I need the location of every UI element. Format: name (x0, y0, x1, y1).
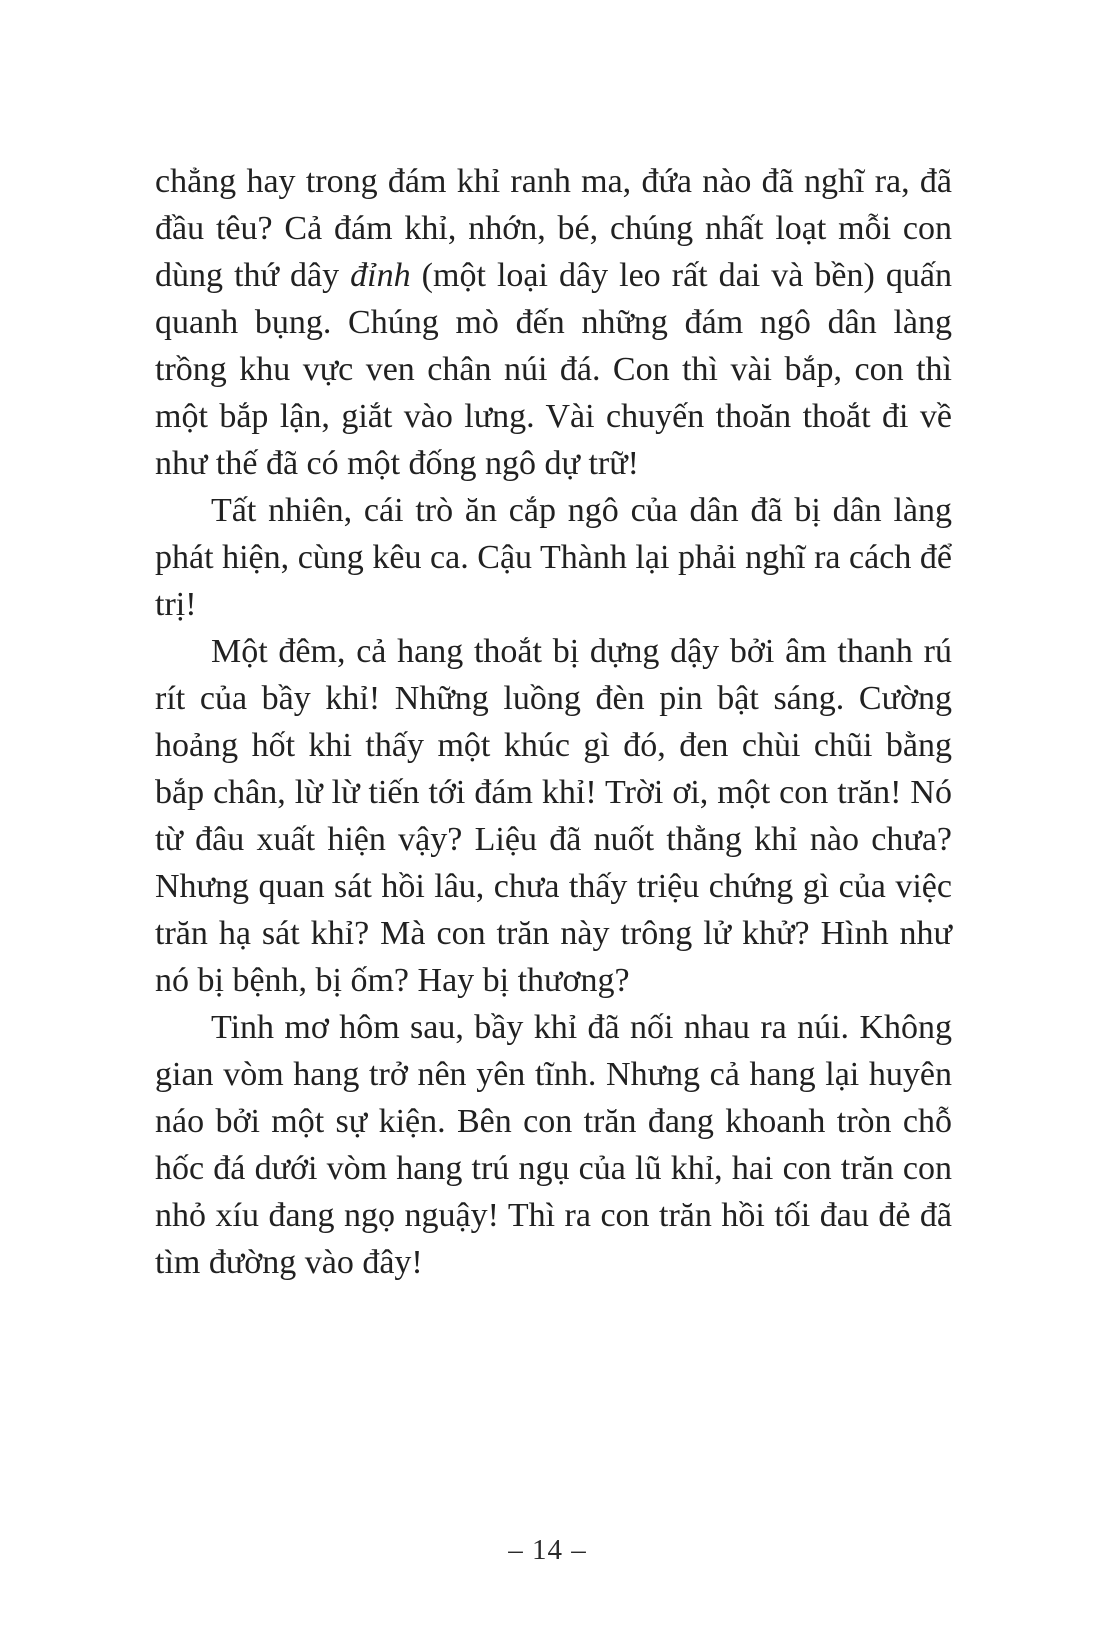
paragraph (155, 158, 952, 487)
text-run: Một đêm, cả hang thoắt bị dựng dậy bởi âm thanh rú rít của bầy khỉ! Những luồng đèn pin bật sáng. Cường hoảng hốt khi thấy một khúc gì đó, đen chùi chũi bằng bắp chân, lừ lừ tiến tới đám khỉ! Trời ơi, một con trăn! Nó từ đâu xuất hiện vậy? Liệu đã nuốt thằng khỉ nào chưa? Nhưng quan sát hồi lâu, chưa thấy triệu chứng gì của việc trăn hạ sát khỉ? Mà con trăn này trông lử khử? Hình như nó bị bệnh, bị ốm? Hay bị thương? (155, 633, 952, 999)
paragraph (155, 628, 952, 1004)
italic-term: đỉnh (350, 257, 411, 294)
paragraph (155, 487, 952, 628)
text-run: Tinh mơ hôm sau, bầy khỉ đã nối nhau ra núi. Không gian vòm hang trở nên yên tĩnh. Nhưng cả hang lại huyên náo bởi một sự kiện. Bên con trăn đang khoanh tròn chỗ hốc đá dưới vòm hang trú ngụ của lũ khỉ, hai con trăn con nhỏ xíu đang ngọ nguậy! Thì ra con trăn hồi tối đau đẻ đã tìm đường vào đây! (155, 1009, 952, 1281)
page-body (155, 158, 952, 1286)
text-run: (một loại dây leo rất dai và bền) quấn quanh bụng. Chúng mò đến những đám ngô dân làng trồng khu vực ven chân núi đá. Con thì vài bắp, con thì một bắp lận, giắt vào lưng. Vài chuyến thoăn thoắt đi về như thế đã có một đống ngô dự trữ! (155, 257, 952, 482)
paragraph (155, 1004, 952, 1286)
text-run: chẳng hay trong đám khỉ ranh ma, đứa nào đã nghĩ ra, đã đầu têu? Cả đám khỉ, nhớn, bé, chúng nhất loạt mỗi con dùng thứ dây (155, 163, 952, 294)
page-number: – 14 – (508, 1534, 587, 1566)
text-run: Tất nhiên, cái trò ăn cắp ngô của dân đã bị dân làng phát hiện, cùng kêu ca. Cậu Thành lại phải nghĩ ra cách để trị! (155, 492, 952, 623)
